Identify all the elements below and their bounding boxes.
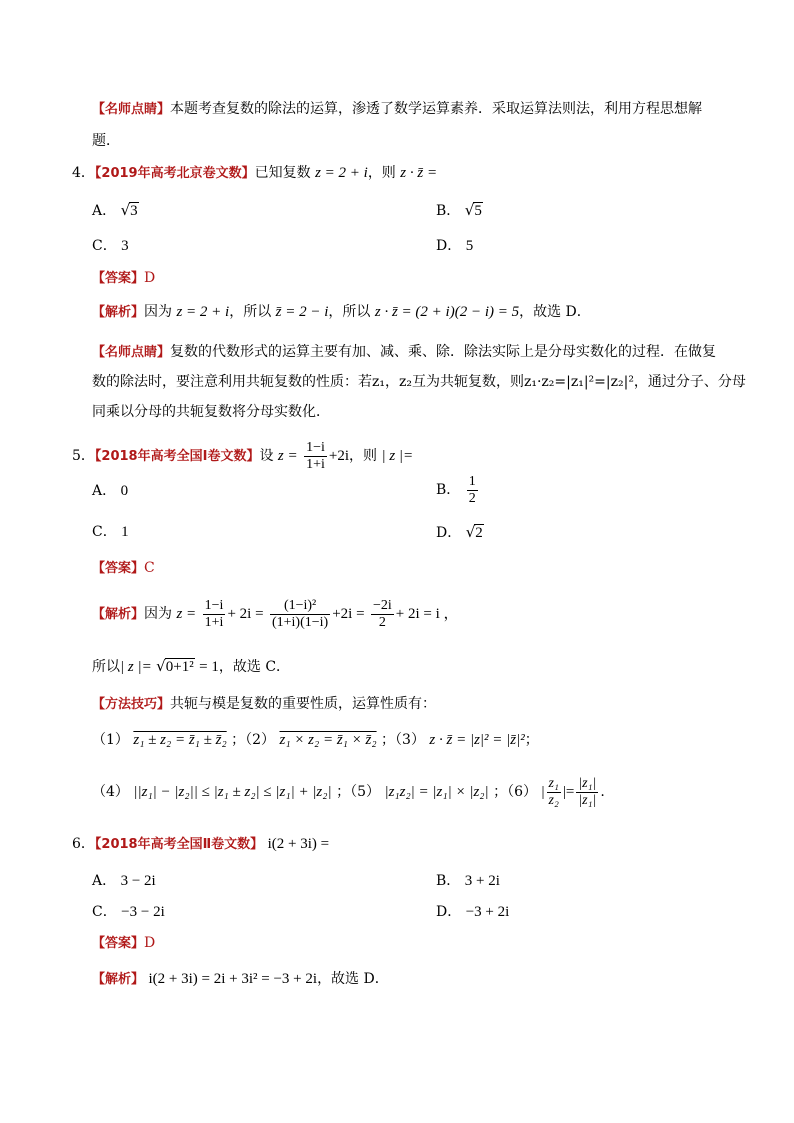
q5-so-c: ，故选 C． [218, 659, 291, 675]
q4-note-tag: 【名师点睛】 [92, 345, 171, 360]
q4-analysis-eq2: z̄ = 2 − i [275, 304, 329, 320]
q6-answer-value: D [144, 935, 156, 951]
q5-an-fraction3 [371, 598, 394, 631]
q6-analysis-tag: 【解析】 [92, 972, 145, 987]
q5-option-c-label: C． [92, 524, 117, 540]
q5-an-f1-den: 1+i [204, 614, 224, 630]
q5-analysis-tag: 【解析】 [92, 607, 145, 622]
q5-option-d-value: 2 [475, 525, 483, 541]
q5-conclusion: 所以| z |= √0+1² = 1，故选 C． [92, 657, 291, 675]
q4-option-d-label: D． [436, 238, 462, 254]
q4-analysis-d: ，故选 D． [519, 304, 591, 320]
q5-method-tag: 【方法技巧】 [92, 697, 171, 712]
q5-frac-den: 1+i [306, 456, 325, 472]
q5-prop2-label: ；（2） [231, 732, 276, 748]
q5-option-b [436, 470, 480, 510]
q5-an-f3-den: 2 [378, 614, 386, 630]
q5-prop4-label: （4） [92, 784, 129, 800]
q6-answer-tag: 【答案】 [92, 936, 145, 951]
q5-an-z: z = [176, 606, 197, 622]
q5-so-a: 所以 [92, 659, 120, 675]
q5-method-text: 共轭与模是复数的重要性质，运算性质有： [170, 696, 437, 712]
q5-so-b: = 1 [199, 659, 219, 675]
q4-option-d-value: 5 [465, 238, 474, 254]
q5-option-c-value: 1 [121, 524, 129, 540]
q6-number: 6． [72, 836, 95, 852]
q4-option-c-label: C． [92, 238, 117, 254]
q5-prop6-a: | [541, 784, 545, 800]
q5-answer-tag: 【答案】 [92, 561, 145, 576]
q4-option-b: B． √5 [436, 201, 482, 219]
q5-stem-z: z = [277, 448, 298, 464]
q5-option-d-label: D． [436, 525, 462, 541]
q4-stem [72, 163, 437, 184]
q4-option-c [92, 236, 129, 256]
q4-analysis-eq1: z = 2 + i [176, 304, 230, 320]
note3-line1 [92, 99, 702, 120]
q6-option-b [436, 871, 500, 891]
q4-analysis-tag: 【解析】 [92, 305, 145, 320]
q4-option-d [436, 236, 473, 256]
q5-stem-a: 设 [259, 448, 274, 464]
q5-prop3: z · z̄ = |z|² = |z̄|² [429, 732, 525, 748]
q5-properties-line2 [92, 772, 605, 812]
q6-option-a [92, 871, 156, 891]
q6-option-b-label: B． [436, 873, 461, 889]
q6-option-d-label: D． [436, 904, 462, 920]
q5-option-b-den: 2 [468, 490, 476, 506]
q5-option-c [92, 522, 129, 542]
q4-note-text1: 复数的代数形式的运算主要有加、减、乘、除．除法实际上是分母实数化的过程．在做复 [170, 344, 717, 360]
q6-option-b-value: 3 + 2i [464, 873, 500, 889]
q6-stem [72, 834, 329, 855]
q4-answer [92, 268, 155, 289]
q5-prop6-den1: z₂ [548, 792, 559, 808]
q4-option-a: A． √3 [92, 201, 138, 219]
q5-an-f1-num: 1−i [204, 597, 224, 613]
note3-text1: 本题考查复数的除法的运算，渗透了数学运算素养．采取运算法则法，利用方程思想解 [170, 101, 703, 117]
q5-prop6-fraction2 [576, 776, 598, 809]
q6-source: 【2018年高考全国Ⅱ卷文数】 [94, 837, 264, 852]
q4-option-b-value: 5 [474, 203, 482, 219]
q4-analysis-b: ，所以 [229, 304, 272, 320]
q4-option-c-value: 3 [121, 238, 129, 254]
q5-source: 【2018年高考全国Ⅰ卷文数】 [94, 449, 260, 464]
q4-stem-a: 已知复数 [254, 165, 311, 181]
q6-analysis-end: ，故选 D． [317, 971, 389, 987]
q5-stem-b: ，则 [349, 448, 378, 464]
q5-prop6-end: . [600, 784, 605, 800]
q5-prop1-label: （1） [92, 732, 129, 748]
q4-note-line2: 数的除法时，要注意利用共轭复数的性质：若z₁，z₂互为共轭复数，则z₁·z₂=|z₁|²=|z₂|²，通过分子、分母 [92, 374, 746, 390]
q5-option-a-value: 0 [120, 483, 129, 499]
q4-option-a-value: 3 [130, 203, 138, 219]
q5-prop6-den2: |z₁| [578, 792, 597, 808]
q4-option-b-label: B． [436, 203, 461, 219]
q5-an-p2: +2i = [332, 606, 365, 622]
q5-an-f3-num: −2i [373, 597, 392, 613]
q4-source: 【2019年高考北京卷文数】 [94, 166, 255, 181]
note3-line2: 题． [92, 133, 120, 149]
q5-answer [92, 558, 155, 579]
q5-frac-num: 1−i [306, 439, 325, 455]
q4-analysis-c: ，所以 [328, 304, 371, 320]
q5-prop6-num1: z₁ [548, 775, 559, 791]
q5-stem [72, 438, 413, 475]
q5-prop4: ||z₁| − |z₂|| ≤ |z₁ ± z₂| ≤ |z₁| + |z₂| [133, 784, 332, 800]
q4-analysis-a: 因为 [144, 304, 173, 320]
q5-so-rad: 0+1² [165, 659, 194, 675]
q6-answer [92, 933, 155, 954]
q6-option-c-label: C． [92, 904, 117, 920]
q5-analysis [92, 594, 459, 635]
q5-option-b-num: 1 [468, 473, 476, 489]
q5-answer-value: C [144, 560, 155, 576]
q6-option-a-label: A． [92, 873, 117, 889]
note3-tag: 【名师点睛】 [92, 102, 171, 117]
q6-analysis-expr: i(2 + 3i) = 2i + 3i² = −3 + 2i [148, 971, 318, 987]
q5-an-p1: + 2i = [227, 606, 264, 622]
q5-option-a [92, 481, 128, 501]
q5-an-f2-den: (1+i)(1−i) [271, 614, 329, 630]
q5-an-p3: + 2i = i ， [395, 606, 459, 622]
q5-option-b-fraction [467, 474, 478, 507]
q5-prop2: z₁ × z₂ = z̄₁ × z̄₂ [279, 732, 377, 748]
q5-analysis-a: 因为 [144, 606, 173, 622]
q4-stem-b: ，则 [367, 165, 396, 181]
q5-stem-abs: | z |= [381, 448, 414, 464]
q4-stem-eq: z = 2 + i [315, 165, 368, 181]
q5-stem-tail: +2i [328, 448, 350, 464]
q5-an-fraction2 [270, 598, 330, 631]
q5-an-f2-num: (1−i)² [270, 598, 330, 615]
q5-properties-line1 [92, 730, 539, 750]
q5-an-fraction1 [203, 598, 226, 631]
q5-so-abs: | z |= [120, 659, 152, 675]
q4-analysis-eq3: z · z̄ = (2 + i)(2 − i) = 5 [374, 304, 520, 320]
q4-answer-tag: 【答案】 [92, 271, 145, 286]
q5-prop5: |z₁z₂| = |z₁| × |z₂| [384, 784, 489, 800]
q5-stem-fraction [304, 440, 327, 473]
q6-option-c-value: −3 − 2i [121, 904, 165, 920]
q5-prop3-label: ；（3） [381, 732, 425, 748]
q5-method [92, 694, 436, 715]
q4-answer-value: D [144, 270, 156, 286]
q4-note-line1 [92, 342, 716, 363]
q6-option-d [436, 902, 509, 922]
q6-analysis [92, 969, 389, 990]
q5-prop6-label: ；（6） [493, 784, 538, 800]
q4-analysis [92, 302, 591, 323]
q6-stem-expr: i(2 + 3i) = [267, 836, 330, 852]
q4-stem-expr: z · z̄ = [400, 165, 438, 181]
q6-option-c [92, 902, 165, 922]
q6-option-a-value: 3 − 2i [120, 873, 156, 889]
q5-option-a-label: A． [92, 483, 117, 499]
q6-option-d-value: −3 + 2i [465, 904, 510, 920]
q5-option-b-label: B． [436, 482, 461, 498]
q4-option-a-label: A． [92, 203, 117, 219]
q5-prop5-label: ；（5） [336, 784, 380, 800]
q4-number: 4． [72, 165, 95, 181]
q5-number: 5． [72, 448, 95, 464]
q5-prop3-end: ； [524, 732, 539, 748]
q5-option-d: D． √2 [436, 523, 483, 541]
q5-prop6-num2: |z₁| [578, 775, 597, 791]
q4-note-line3: 同乘以分母的共轭复数将分母实数化． [92, 404, 330, 420]
q5-prop1: z₁ ± z₂ = z̄₁ ± z̄₂ [133, 732, 227, 748]
q5-prop6-fraction1 [547, 776, 561, 809]
q5-prop6-b: |= [562, 784, 575, 800]
